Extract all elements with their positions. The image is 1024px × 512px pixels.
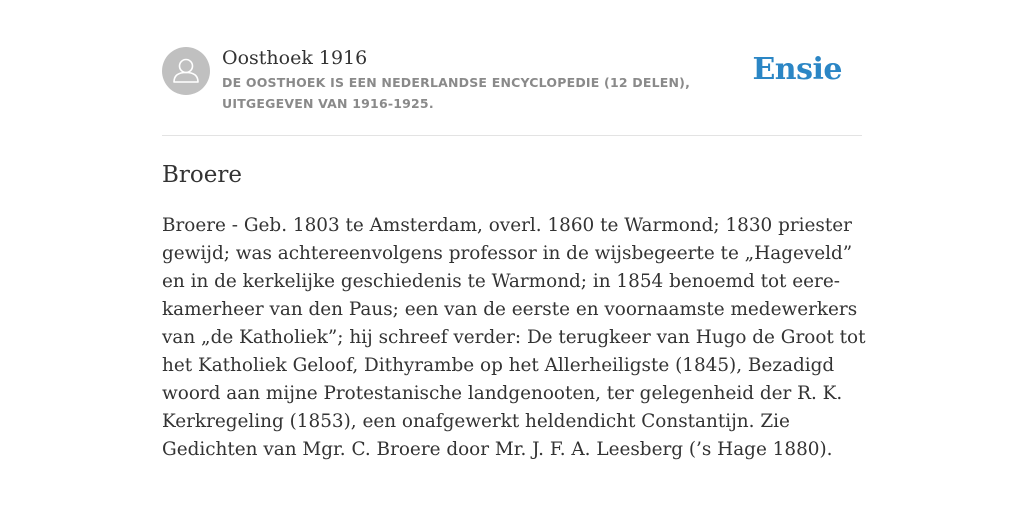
avatar[interactable]: [162, 47, 210, 95]
user-icon: [162, 47, 210, 95]
source-title[interactable]: Oosthoek 1916: [222, 47, 368, 69]
source-header: [162, 46, 862, 136]
source-description: DE OOSTHOEK IS EEN NEDERLANDSE ENCYCLOPEDIE (12 DELEN), UITGEGEVEN VAN 1916-1925.: [222, 75, 691, 111]
entry-body: Broere - Geb. 1803 te Amsterdam, overl. 1860 te Warmond; 1830 priester gewijd; was achtereenvolgens professor in de wijsbegeerte te „Hageveld” en in de kerkelijke geschiedenis te Warmond; in 1854 benoemd tot eere-kamerheer van den Paus; een van de eerste en voornaamste medewerkers van „de Katholiek”; hij schreef verder: De terugkeer van Hugo de Groot tot het Katholiek Geloof, Dithyrambe op het Allerheiligste (1845), Bezadigd woord aan mijne Protestanische landgenooten, ter gelegenheid der R. K. Kerkregeling (1853), een onafgewerkt heldendicht Constantijn. Zie Gedichten van Mgr. C. Broere door Mr. J. F. A. Leesberg (’s Hage 1880).: [162, 215, 866, 460]
divider: [162, 135, 862, 136]
entry-title: Broere: [162, 162, 242, 188]
ensie-logo[interactable]: Ensie: [752, 52, 842, 87]
